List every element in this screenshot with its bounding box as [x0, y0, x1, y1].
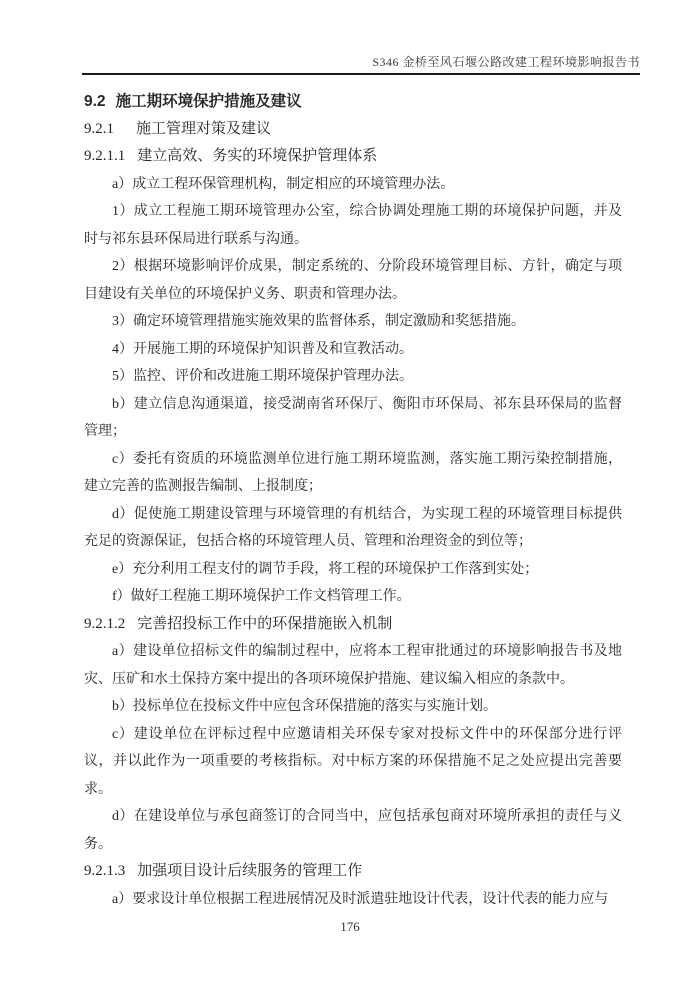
section-heading-9.2 [84, 88, 622, 116]
section-number: 9.2.1.1 [84, 148, 126, 164]
paragraph: 1）成立工程施工期环境管理办公室，综合协调处理施工期的环境保护问题，并及时与祁东县环保局进行联系与沟通。 [84, 204, 622, 247]
paragraph: d）在建设单位与承包商签订的合同当中，应包括承包商对环境所承担的责任与义务。 [84, 809, 622, 852]
paragraph: a）成立工程环保管理机构，制定相应的环境管理办法。 [112, 176, 455, 192]
paragraph: e）充分利用工程支付的调节手段，将工程的环境保护工作落到实处； [112, 561, 539, 577]
section-heading-9.2.1.1 [84, 143, 622, 171]
section-title: 完善招投标工作中的环保措施嵌入机制 [137, 615, 393, 632]
running-header: S346 金桥至风石堰公路改建工程环境影响报告书 [372, 55, 640, 69]
page-number: 176 [340, 919, 360, 934]
paragraph: a）建设单位招标文件的编制过程中，应将本工程审批通过的环境影响报告书及地灾、压矿和水土保持方案中提出的各项环境保护措施、建议编入相应的条款中。 [84, 644, 622, 687]
paragraph: c）委托有资质的环境监测单位进行施工期环境监测，落实施工期污染控制措施，建立完善的监测报告编制、上报制度； [84, 451, 622, 494]
paragraph: 5）监控、评价和改进施工期环境保护管理办法。 [112, 369, 413, 384]
paragraph: d）促使施工期建设管理与环境管理的有机结合，为实现工程的环境管理目标提供充足的资源保证，包括合格的环境管理人员、管理和治理资金的到位等； [84, 506, 622, 549]
section-title: 加强项目设计后续服务的管理工作 [137, 863, 363, 879]
paragraph: 3）确定环境管理措施实施效果的监督体系，制定激励和奖惩措施。 [112, 314, 525, 329]
section-number: 9.2.1.3 [84, 863, 126, 879]
paragraph: f）做好工程施工期环境保护工作文档管理工作。 [112, 589, 411, 604]
section-number: 9.2.1.2 [84, 615, 126, 632]
header-rule [82, 73, 640, 75]
paragraph: 2）根据环境影响评价成果，制定系统的、分阶段环境管理目标、方针，确定与项目建设有关单位的环境保护义务、职责和管理办法。 [84, 259, 622, 302]
paragraph: c）建设单位在评标过程中应邀请相关环保专家对投标文件中的环保部分进行评议，并以此作为一项重要的考核指标。对中标方案的环保措施不足之处应提出完善要求。 [84, 726, 622, 797]
paragraph: b）投标单位在投标文件中应包含环保措施的落实与实施计划。 [112, 699, 497, 714]
paragraph: 4）开展施工期的环境保护知识普及和宣教活动。 [112, 341, 413, 357]
section-number: 9.2.1 [84, 120, 114, 137]
section-heading-9.2.1.3 [84, 858, 622, 886]
document-body [84, 88, 622, 913]
paragraph: b）建立信息沟通渠道，接受湖南省环保厅、衡阳市环保局、祁东县环保局的监督管理； [84, 396, 622, 439]
paragraph: a）要求设计单位根据工程进展情况及时派遣驻地设计代表，设计代表的能力应与 [112, 891, 609, 907]
section-title: 施工期环境保护措施及建议 [115, 93, 302, 110]
section-heading-9.2.1.2 [84, 611, 622, 639]
section-heading-9.2.1 [84, 116, 622, 144]
section-title: 建立高效、务实的环境保护管理体系 [137, 148, 378, 164]
section-title: 施工管理对策及建议 [136, 120, 272, 137]
section-number: 9.2 [84, 93, 106, 110]
